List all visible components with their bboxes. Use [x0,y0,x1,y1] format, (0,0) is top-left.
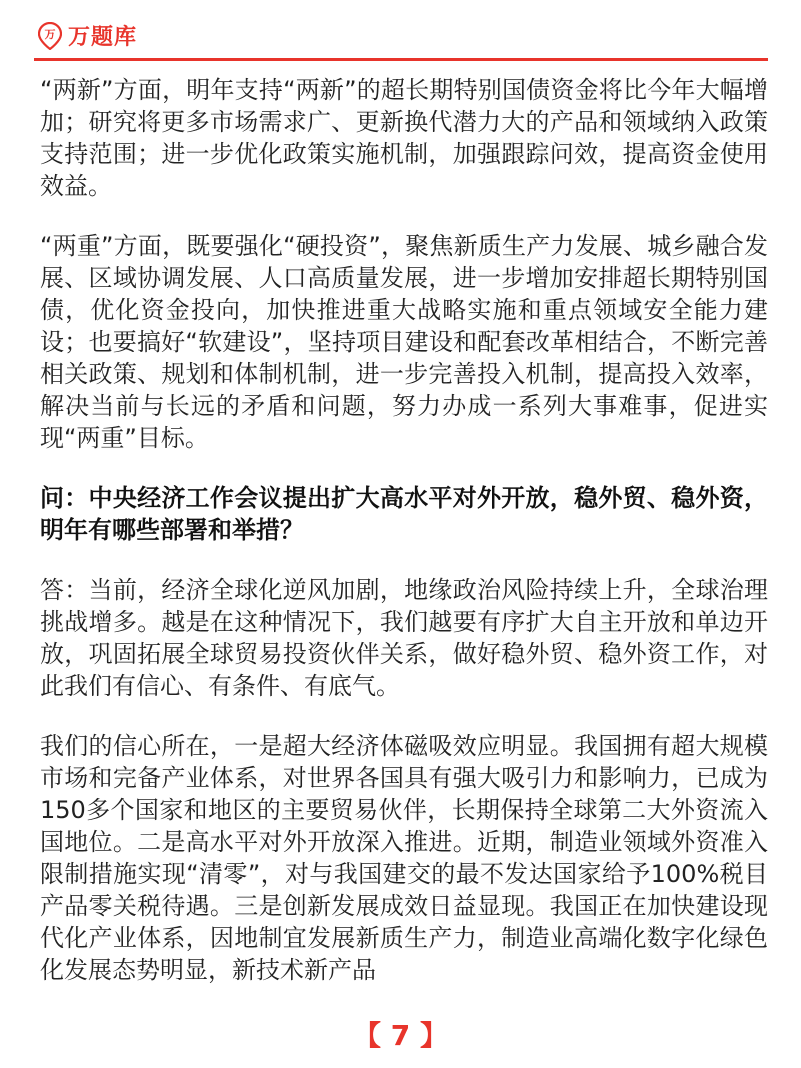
paragraph-liangzhong: “两重”方面，既要强化“硬投资”，聚焦新质生产力发展、城乡融合发展、区域协调发展、人口高质量发展，进一步增加安排超长期特别国债，优化资金投向，加快推进重大战略实施和重点领域安全能力建设；也要搞好“软建设”，坚持项目建设和配套改革相结合，不断完善相关政策、规划和体制机制，进一步完善投入机制，提高投入效率，解决当前与长远的矛盾和问题，努力办成一系列大事难事，促进实现“两重”目标。 [40,232,768,452]
article-body [40,74,768,1014]
header-divider [34,58,768,61]
map-pin-logo-icon [38,22,62,50]
logo-mark-glyph: 万 [44,27,56,41]
answer-paragraph: 答：当前，经济全球化逆风加剧，地缘政治风险持续上升，全球治理挑战增多。越是在这种情况下，我们越要有序扩大自主开放和单边开放，巩固拓展全球贸易投资伙伴关系，做好稳外贸、稳外资工作，对此我们有信心、有条件、有底气。 [40,576,768,700]
brand-name: 万题库 [68,25,138,50]
paragraph-confidence: 我们的信心所在，一是超大经济体磁吸效应明显。我国拥有超大规模市场和完备产业体系，对世界各国具有强大吸引力和影响力，已成为150多个国家和地区的主要贸易伙伴，长期保持全球第二大外资流入国地位。二是高水平对外开放深入推进。近期，制造业领域外资准入限制措施实现“清零”，对与我国建交的最不发达国家给予100%税目产品零关税待遇。三是创新发展成效日益显现。我国正在加快建设现代化产业体系，因地制宜发展新质生产力，制造业高端化数字化绿色化发展态势明显，新技术新产品 [40,732,768,984]
paragraph-liangxin: “两新”方面，明年支持“两新”的超长期特别国债资金将比今年大幅增加；研究将更多市场需求广、更新换代潜力大的产品和领域纳入政策支持范围；进一步优化政策实施机制，加强跟踪问效，提高资金使用效益。 [40,76,768,200]
question-heading: 问：中央经济工作会议提出扩大高水平对外开放，稳外贸、稳外资，明年有哪些部署和举措？ [40,484,768,544]
page-header [34,14,768,62]
brand-logo[interactable] [38,20,137,51]
page-number: 【 7 】 [353,1019,448,1052]
